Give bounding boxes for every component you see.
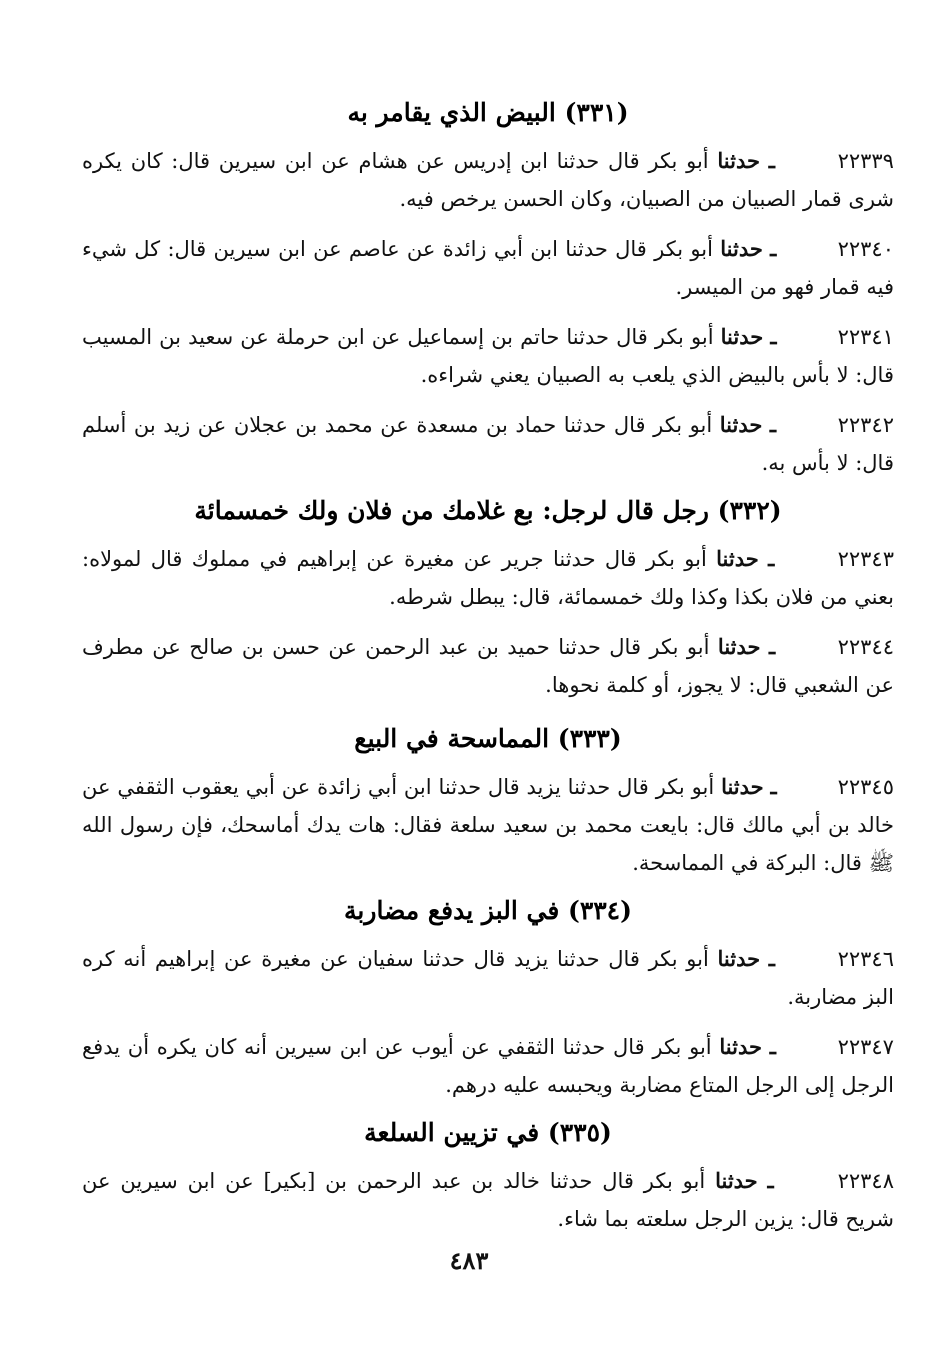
hadith-number: ٢٢٣٤٢ <box>837 413 895 437</box>
hadith-number: ٢٢٣٤٤ <box>837 635 895 659</box>
hadith-lead: حدثنا <box>720 324 764 349</box>
page-body <box>82 96 894 1250</box>
hadith-lead: حدثنا <box>717 634 761 659</box>
hadith-entry: ٢٢٣٤٧ ـ حدثنا أبو بكر قال حدثنا الثقفي عن أيوب عن ابن سيرين أنه كان يكره أن يدفع الرجل إلى الرجل المتاع مضاربة ويحبسه عليه درهم. <box>82 1034 894 1097</box>
hadith-text: أبو بكر قال حدثنا الثقفي عن أيوب عن ابن سيرين أنه كان يكره أن يدفع الرجل إلى الرجل المتاع مضاربة ويحبسه عليه درهم. <box>82 1035 894 1097</box>
hadith-number: ٢٢٣٤٧ <box>837 1035 894 1059</box>
chapter-heading: (٣٣٥) في تزيين السلعة <box>364 1118 612 1147</box>
hadith-entry: ٢٢٣٤١ ـ حدثنا أبو بكر قال حدثنا حاتم بن إسماعيل عن ابن حرملة عن سعيد بن المسيب قال: لا بأس بالبيض الذي يلعب به الصبيان يعني شراءه. <box>82 324 894 387</box>
hadith-entry: ٢٢٣٤٠ ـ حدثنا أبو بكر قال حدثنا ابن أبي زائدة عن عاصم عن ابن سيرين قال: كل شيء فيه قمار فهو من الميسر. <box>82 236 894 299</box>
hadith-text: أبو بكر قال حدثنا يزيد قال حدثنا سفيان عن مغيرة عن إبراهيم أنه كره البز مضاربة. <box>82 947 894 1009</box>
hadith-number: ٢٢٣٤٦ <box>837 947 894 971</box>
hadith-lead: حدثنا <box>719 412 763 437</box>
hadith-text: أبو بكر قال حدثنا خالد بن عبد الرحمن بن [بكير] عن ابن سيرين عن شريح قال: يزين الرجل سلعته بما شاء. <box>82 1169 894 1231</box>
hadith-entry: ٢٢٣٤٣ ـ حدثنا أبو بكر قال حدثنا جرير عن مغيرة عن إبراهيم في مملوك قال لمولاه: بعني من فلان بكذا وكذا ولك خمسمائة، قال: يبطل شرطه. <box>82 546 894 609</box>
hadith-lead: حدثنا <box>721 774 764 799</box>
hadith-lead: حدثنا <box>717 946 761 971</box>
hadith-entry: ٢٢٣٤٤ ـ حدثنا أبو بكر قال حدثنا حميد بن عبد الرحمن عن حسن بن صالح عن مطرف عن الشعبي قال: لا يجوز، أو كلمة نحوها. <box>82 634 895 697</box>
hadith-number: ٢٢٣٤٨ <box>837 1169 894 1193</box>
hadith-text: أبو بكر قال حدثنا حميد بن عبد الرحمن عن حسن بن صالح عن مطرف عن الشعبي قال: لا يجوز، أو كلمة نحوها. <box>82 635 894 697</box>
hadith-text: أبو بكر قال حدثنا ابن أبي زائدة عن عاصم عن ابن سيرين قال: كل شيء فيه قمار فهو من الميسر. <box>82 237 894 299</box>
hadith-text: أبو بكر قال حدثنا حاتم بن إسماعيل عن ابن حرملة عن سعيد بن المسيب قال: لا بأس بالبيض الذي يلعب به الصبيان يعني شراءه. <box>82 325 894 387</box>
hadith-number: ٢٢٣٤١ <box>837 325 894 349</box>
chapter-heading: (٣٣١) البيض الذي يقامر به <box>347 98 629 127</box>
hadith-number: ٢٢٣٣٩ <box>837 149 894 173</box>
hadith-number: ٢٢٣٤٣ <box>837 547 894 571</box>
hadith-text: أبو بكر قال حدثنا جرير عن مغيرة عن إبراهيم في مملوك قال لمولاه: بعني من فلان بكذا وكذا ولك خمسمائة، قال: يبطل شرطه. <box>82 547 894 609</box>
chapter-heading: (٣٣٣) المماسحة في البيع <box>354 724 622 753</box>
hadith-entry: ٢٢٣٤٥ ـ حدثنا أبو بكر قال حدثنا يزيد قال حدثنا ابن أبي زائدة عن أبي يعقوب الثقفي عن خالد بن أبي مالك قال: بايعت محمد بن سعيد سلعة فقال: هات يدك أماسحك، فإن رسول الله ﷺ قال: البركة في المماسحة. <box>82 774 894 875</box>
hadith-lead: حدثنا <box>719 1034 762 1059</box>
hadith-number: ٢٢٣٤٠ <box>837 237 894 261</box>
hadith-text: أبو بكر قال حدثنا يزيد قال حدثنا ابن أبي زائدة عن أبي يعقوب الثقفي عن خالد بن أبي مالك قال: بايعت محمد بن سعيد سلعة فقال: هات يدك أماسحك، فإن رسول الله ﷺ قال: البركة في المماسحة. <box>82 775 894 875</box>
hadith-lead: حدثنا <box>717 148 760 173</box>
hadith-text: أبو بكر قال حدثنا ابن إدريس عن هشام عن ابن سيرين قال: كان يكره شرى قمار الصبيان من الصبيان، وكان الحسن يرخص فيه. <box>82 149 894 211</box>
chapter-heading: (٣٣٢) رجل قال لرجل: بع غلامك من فلان ولك خمسمائة <box>194 496 782 525</box>
hadith-entry: ٢٢٣٣٩ ـ حدثنا أبو بكر قال حدثنا ابن إدريس عن هشام عن ابن سيرين قال: كان يكره شرى قمار الصبيان من الصبيان، وكان الحسن يرخص فيه. <box>82 148 894 211</box>
hadith-entry: ٢٢٣٤٨ ـ حدثنا أبو بكر قال حدثنا خالد بن عبد الرحمن بن [بكير] عن ابن سيرين عن شريح قال: يزين الرجل سلعته بما شاء. <box>82 1168 894 1231</box>
hadith-number: ٢٢٣٤٥ <box>837 775 894 799</box>
hadith-entry: ٢٢٣٤٢ ـ حدثنا أبو بكر قال حدثنا حماد بن مسعدة عن محمد بن عجلان عن زيد بن أسلم قال: لا بأس به. <box>82 412 895 475</box>
hadith-entry: ٢٢٣٤٦ ـ حدثنا أبو بكر قال حدثنا يزيد قال حدثنا سفيان عن مغيرة عن إبراهيم أنه كره البز مضاربة. <box>82 946 894 1009</box>
page-number: ٤٨٣ <box>449 1246 489 1275</box>
hadith-text: أبو بكر قال حدثنا حماد بن مسعدة عن محمد بن عجلان عن زيد بن أسلم قال: لا بأس به. <box>82 413 894 475</box>
chapter-heading: (٣٣٤) في البز يدفع مضاربة <box>344 896 632 925</box>
hadith-lead: حدثنا <box>720 236 763 261</box>
hadith-lead: حدثنا <box>716 546 759 571</box>
hadith-lead: حدثنا <box>715 1168 758 1193</box>
